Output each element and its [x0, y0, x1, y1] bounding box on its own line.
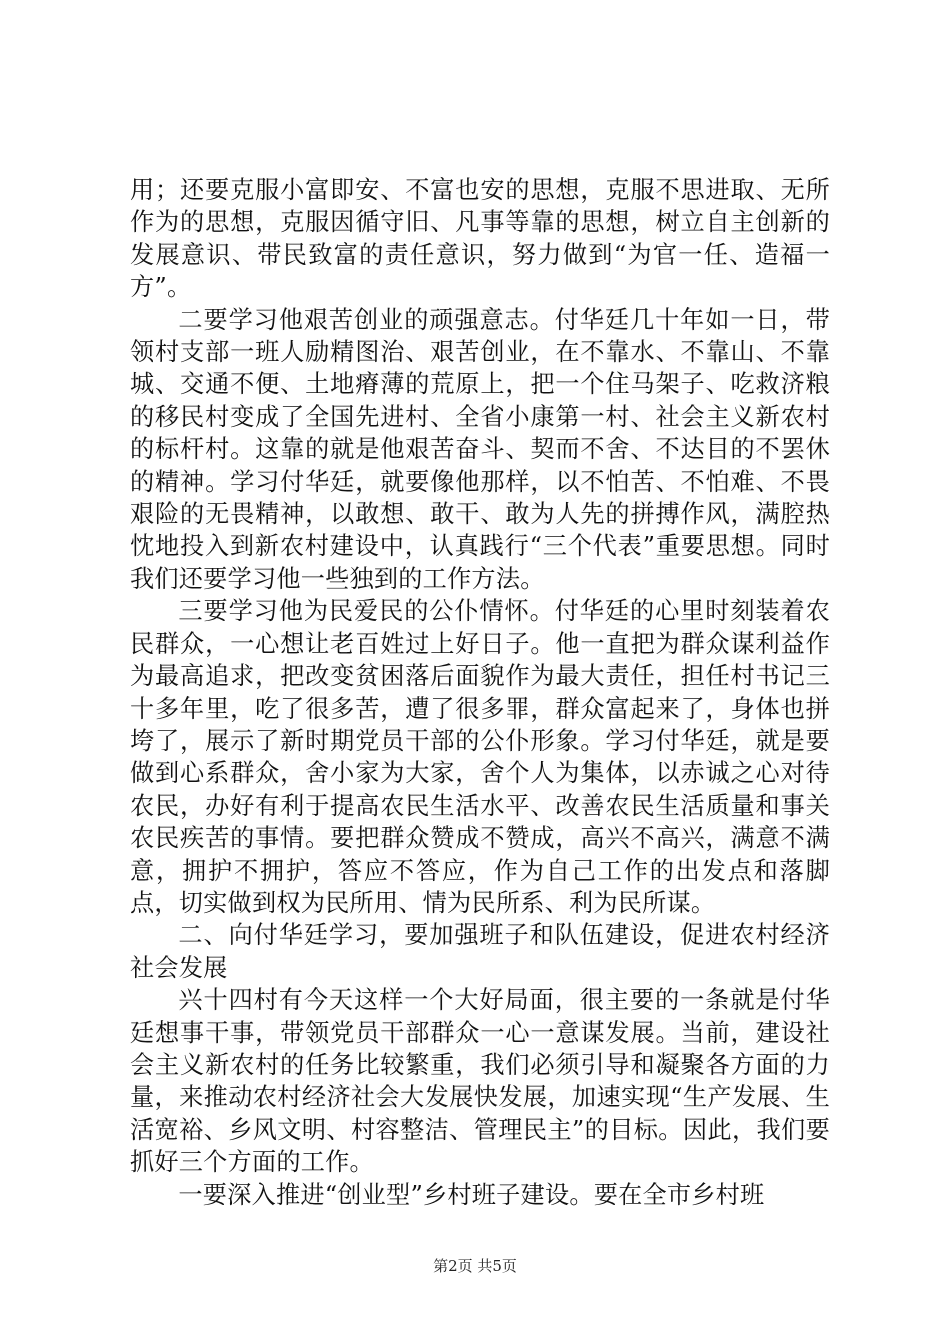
paragraph-continuation: 用；还要克服小富即安、不富也安的思想，克服不思进取、无所作为的思想，克服因循守旧、凡事等靠的思想，树立自主创新的发展意识、带民致富的责任意识，努力做到“为官一任、造福一方”。: [130, 176, 830, 302]
page-number: 第2页 共5页: [433, 1257, 517, 1275]
section-heading-two: 二、向付华廷学习，要加强班子和队伍建设，促进农村经济社会发展: [130, 921, 830, 982]
paragraph-public-servant: 三要学习他为民爱民的公仆情怀。付华廷的心里时刻装着农民群众，一心想让老百姓过上好日子。他一直把为群众谋利益作为最高追求，把改变贫困落后面貌作为最大责任，担任村书记三十多年里，吃了很多苦，遭了很多罪，群众富起来了，身体也拼垮了，展示了新时期党员干部的公仆形象。学习付华廷，就是要做到心系群众，舍小家为大家，舍个人为集体，以赤诚之心对待农民，办好有利于提高农民生活水平、改善农民生活质量和事关农民疾苦的事情。要把群众赞成不赞成，高兴不高兴，满意不满意，拥护不拥护，答应不答应，作为自己工作的出发点和落脚点，切实做到权为民所用、情为民所系、利为民所谋。: [130, 597, 830, 917]
paragraph-leadership-building: 一要深入推进“创业型”乡村班子建设。要在全市乡村班: [178, 1180, 765, 1209]
document-body: [130, 174, 830, 1211]
paragraph-village-development: 兴十四村有今天这样一个大好局面，很主要的一条就是付华廷想事干事，带领党员干部群众一心一意谋发展。当前，建设社会主义新农村的任务比较繁重，我们必须引导和凝聚各方面的力量，来推动农村经济社会大发展快发展，加速实现“生产发展、生活宽裕、乡风文明、村容整洁、管理民主”的目标。因此，我们要抓好三个方面的工作。: [130, 986, 830, 1177]
paragraph-hardworking-will: 二要学习他艰苦创业的顽强意志。付华廷几十年如一日，带领村支部一班人励精图治、艰苦创业，在不靠水、不靠山、不靠城、交通不便、土地瘠薄的荒原上，把一个住马架子、吃救济粮的移民村变成了全国先进村、全省小康第一村、社会主义新农村的标杆村。这靠的就是他艰苦奋斗、契而不舍、不达目的不罢休的精神。学习付华廷，就要像他那样，以不怕苦、不怕难、不畏艰险的无畏精神，以敢想、敢干、敢为人先的拼搏作风，满腔热忱地投入到新农村建设中，认真践行“三个代表”重要思想。同时我们还要学习他一些独到的工作方法。: [130, 305, 830, 593]
